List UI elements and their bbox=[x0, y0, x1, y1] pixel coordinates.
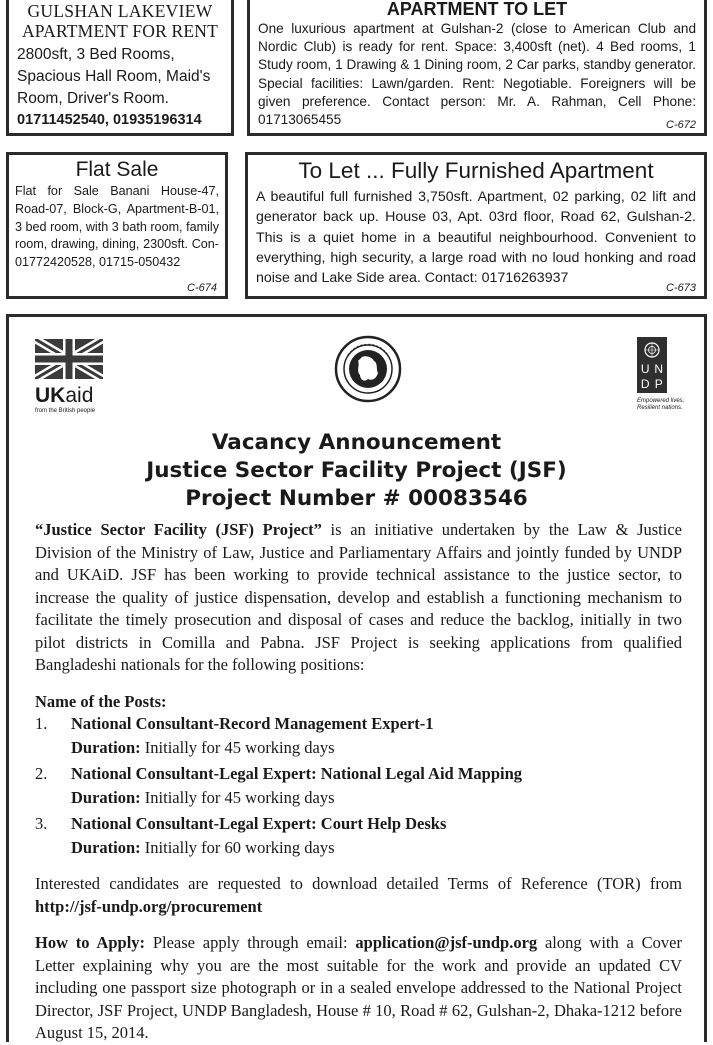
ad-title: Flat Sale bbox=[75, 158, 159, 181]
ad-gulshan-lakeview bbox=[6, 0, 234, 136]
duration-label: Duration: bbox=[71, 837, 141, 857]
tor-link[interactable]: http://jsf-undp.org/procurement bbox=[35, 896, 263, 916]
ad-body: Flat for Sale Banani House-47, Road-07, Block-G, Apartment-B-01, 3 bed room, with 3 bath room, family room, drawing, dining, 2300sft. Con- 01772420528, 01715-050432 bbox=[15, 184, 219, 270]
heading-line-1: Vacancy Announcement bbox=[211, 430, 502, 455]
ukaid-logo bbox=[35, 339, 103, 415]
apply-email-link[interactable]: application@jsf-undp.org bbox=[355, 933, 538, 952]
apply-label: How to Apply: bbox=[35, 933, 146, 952]
ukaid-uk: UK bbox=[35, 384, 66, 407]
vacancy-content bbox=[35, 519, 682, 1045]
ad-apartment-to-let bbox=[247, 0, 707, 136]
duration-label: Duration: bbox=[71, 737, 141, 757]
ad-code: C-673 bbox=[666, 282, 696, 294]
undp-tagline-2: Resilient nations. bbox=[637, 405, 683, 411]
post-number: 1. bbox=[35, 714, 48, 733]
duration-value: Initially for 45 working days bbox=[140, 787, 335, 807]
post-title: National Consultant-Legal Expert: National Legal Aid Mapping bbox=[71, 764, 523, 783]
ad-body: A beautiful full furnished 3,750sft. Apartment, 02 parking, 02 lift and generator back up. House 03, Apt. 03rd floor, Road 62, Gulshan-2. This is a quiet home in a beautiful neighbourhood. Convenient to everything, high security, a large road with no loud honking and road noise and Lake Side area. Contact: 01716263937 bbox=[256, 189, 696, 287]
ad-title-line2: APARTMENT FOR RENT bbox=[21, 21, 219, 41]
ukaid-aid: aid bbox=[65, 384, 94, 407]
intro-bold: “Justice Sector Facility (JSF) Project” bbox=[35, 520, 322, 539]
post-item bbox=[35, 813, 682, 859]
ad-fully-furnished bbox=[245, 152, 707, 299]
duration-label: Duration: bbox=[71, 787, 141, 807]
intro-text: is an initiative undertaken by the Law & Justice Division of the Ministry of Law, Justice and Parliamentary Affairs and jointly funded by UNDP and UKAiD. JSF has been working to provide technical assistance to the justice sector, to increase the quality of justice dispensation, develop and establish a functioning mechanism to facilitate the timely prosecution and disposal of cases and reduce the backlog, initially in two pilot districts in Comilla and Pabna. JSF Project is seeking applications from qualified Bangladeshi nationals for the following positions: bbox=[35, 520, 682, 674]
duration-value: Initially for 45 working days bbox=[140, 737, 335, 757]
post-title: National Consultant-Legal Expert: Court Help Desks bbox=[71, 814, 447, 833]
undp-letter: U bbox=[640, 362, 650, 376]
post-duration bbox=[71, 737, 682, 760]
intro-paragraph bbox=[35, 519, 682, 677]
apply-paragraph bbox=[35, 932, 682, 1045]
ad-flat-sale bbox=[6, 152, 228, 299]
posts-title: Name of the Posts: bbox=[35, 691, 167, 711]
post-item bbox=[35, 763, 682, 809]
tor-text: Interested candidates are requested to download detailed Terms of Reference (TOR) from bbox=[35, 874, 682, 893]
un-emblem-icon bbox=[639, 339, 665, 361]
ukaid-tagline: from the British people bbox=[35, 408, 96, 414]
post-number: 2. bbox=[35, 764, 48, 783]
ad-title: To Let ... Fully Furnished Apartment bbox=[298, 158, 654, 183]
undp-logo bbox=[637, 337, 695, 412]
government-seal-icon bbox=[334, 335, 402, 403]
post-item bbox=[35, 713, 682, 759]
heading-line-2: Justice Sector Facility Project (JSF) bbox=[146, 458, 567, 483]
tor-paragraph bbox=[35, 873, 682, 918]
post-number: 3. bbox=[35, 814, 48, 833]
union-flag-icon bbox=[35, 339, 103, 379]
undp-letter: N bbox=[654, 362, 664, 376]
ad-title-line1: GULSHAN LAKEVIEW bbox=[27, 1, 213, 21]
post-title: National Consultant-Record Management Expert-1 bbox=[71, 714, 434, 733]
undp-tagline bbox=[637, 398, 695, 412]
undp-letter: P bbox=[654, 377, 663, 391]
ad-title: APARTMENT TO LET bbox=[386, 0, 568, 19]
duration-value: Initially for 60 working days bbox=[140, 837, 335, 857]
undp-letter: D bbox=[640, 377, 650, 391]
post-duration bbox=[71, 837, 682, 860]
ad-code: C-672 bbox=[666, 119, 696, 131]
ad-phones: 01711452540, 01935196314 bbox=[17, 112, 202, 128]
apply-text-2: along with a Cover Letter explaining why you are the most suitable for the work and provide an updated CV including one passport size photograph or in a sealed envelope addressed to the National Project Director, JSF Project, UNDP Bangladesh, House # 10, Road # 62, Gulshan-2, Dhaka-1212 before August 15, 2014. bbox=[35, 933, 683, 1042]
ad-body: One luxurious apartment at Gulshan-2 (close to American Club and Nordic Club) is ready for rent. Space: 3,400sft (net). 4 Bed rooms, 1 Study room, 1 Drawing & 1 Dining room, 2 Car parks, standby generator. Special facilities: Lawn/garden. Rent: Negotiable. Foreigners will be given preference. Contact person: Mr. A. Rahman, Cell Phone: 01713065455 bbox=[258, 21, 696, 128]
heading-line-3: Project Number # 00083546 bbox=[185, 486, 528, 511]
post-duration bbox=[71, 787, 682, 810]
vacancy-announcement bbox=[6, 314, 707, 1042]
vacancy-heading bbox=[9, 429, 704, 513]
apply-text-1: Please apply through email: bbox=[145, 933, 356, 952]
ukaid-wordmark bbox=[35, 385, 103, 407]
undp-tagline-1: Empowered lives. bbox=[637, 398, 685, 404]
ad-body: 2800sft, 3 Bed Rooms, Spacious Hall Room, Maid's Room, Driver's Room. bbox=[17, 46, 211, 107]
ad-code: C-674 bbox=[187, 282, 217, 294]
